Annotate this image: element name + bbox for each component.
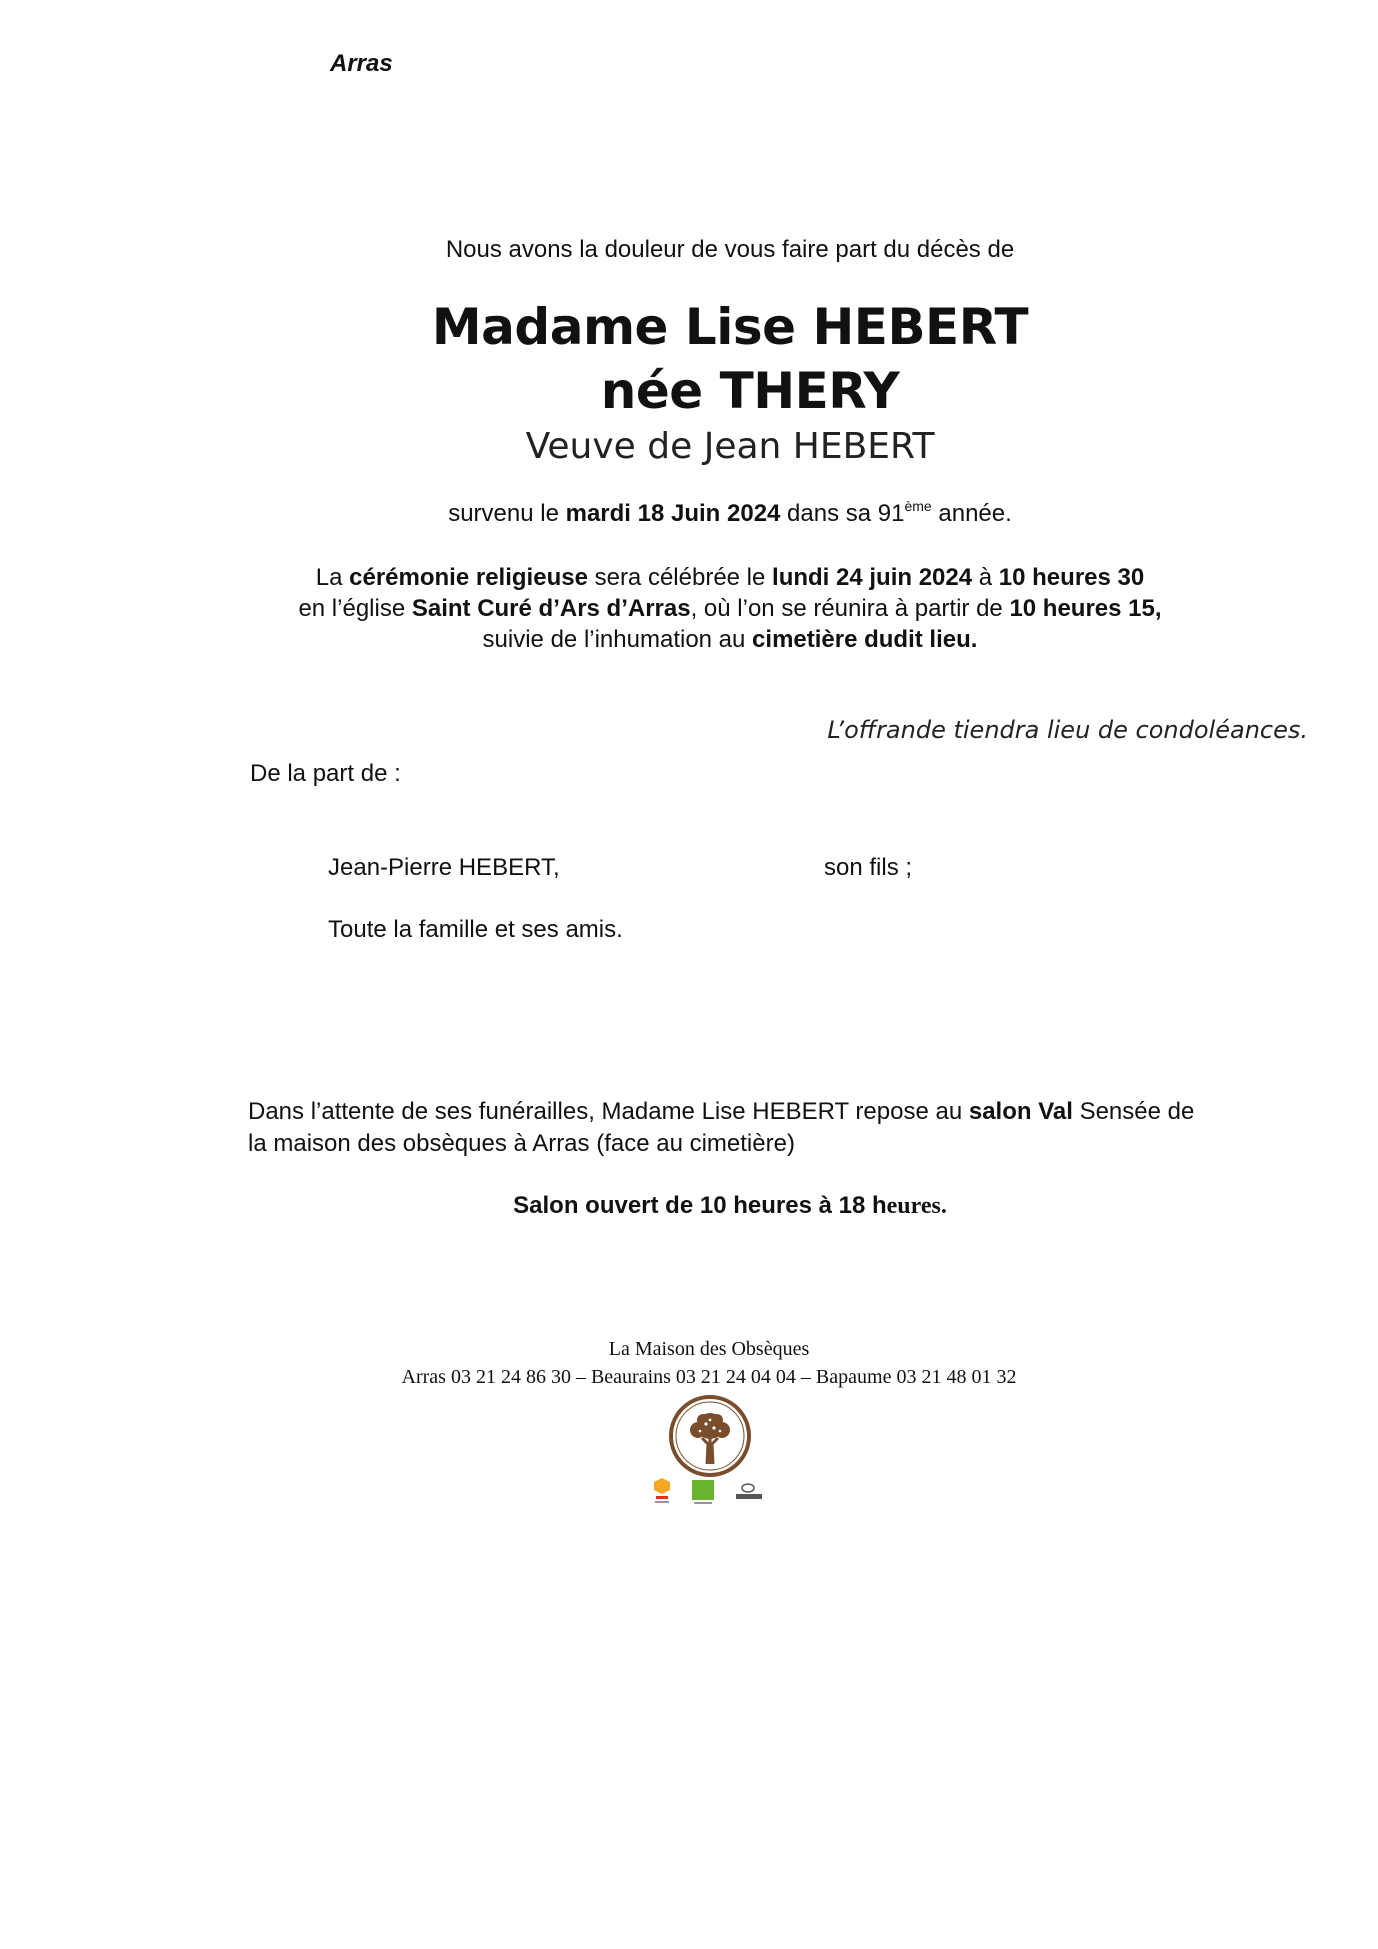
resting-line-1 (248, 1098, 1194, 1126)
family-member-name: Jean-Pierre HEBERT, (328, 854, 560, 881)
salon-name: salon Val (968, 1098, 1073, 1125)
text-fragment: suivie de l’inhumation au (482, 626, 753, 653)
date-suffix: année. (931, 500, 1012, 527)
date-of-death-line (0, 498, 1378, 528)
ceremony-line-2 (0, 593, 1378, 624)
gathering-time: 10 heures 15, (1009, 595, 1162, 622)
date-prefix: survenu le (448, 500, 566, 527)
ordinal-suffix: ème (904, 498, 932, 514)
from-label: De la part de : (250, 760, 401, 787)
green-partner-logo-icon (692, 1480, 714, 1504)
deceased-name: Madame Lise HEBERT (431, 298, 1029, 356)
ceremony-time: 10 heures 30 (998, 564, 1145, 591)
church-name: Saint Curé d’Ars d’Arras (411, 595, 691, 622)
date-of-death: mardi 18 Juin 2024 (565, 500, 781, 527)
resting-line-2: la maison des obsèques à Arras (face au cimetière) (248, 1130, 795, 1157)
orange-partner-logo-icon (654, 1478, 670, 1503)
text-fragment: Dans l’attente de ses funérailles, Madame Lise HEBERT repose au (248, 1098, 969, 1125)
text-fragment: Sensée de (1072, 1098, 1195, 1125)
partner-logos (648, 1474, 778, 1514)
maiden-name: née THERY (600, 362, 900, 420)
widow-of-line: Veuve de Jean HEBERT (525, 426, 935, 467)
text-fragment: , où l’on se réunira à partir de (690, 595, 1010, 622)
text-fragment: Salon ouvert de 10 heures à 18 h (513, 1192, 887, 1219)
ceremony-line-3 (0, 624, 1378, 655)
text-fragment: à (972, 564, 999, 591)
funeral-home-phones: Arras 03 21 24 86 30 – Beaurains 03 21 24 04 04 – Bapaume 03 21 48 01 32 (401, 1366, 1017, 1388)
text-fragment: eures. (886, 1193, 947, 1219)
ceremony-date: lundi 24 juin 2024 (772, 564, 973, 591)
tree-logo-icon (668, 1394, 752, 1478)
family-others: Toute la famille et ses amis. (328, 916, 623, 943)
age-text: dans sa 91 (780, 500, 905, 527)
family-member-relation: son fils ; (824, 854, 913, 881)
ceremony-line-1 (0, 562, 1378, 593)
ceremony-type: cérémonie religieuse (349, 564, 588, 591)
intro-text: Nous avons la douleur de vous faire part du décès de (445, 236, 1015, 263)
burial-place: cimetière dudit lieu. (752, 626, 978, 653)
salon-hours (0, 1192, 1378, 1220)
text-fragment: en l’église (298, 595, 412, 622)
offering-note: L’offrande tiendra lieu de condoléances. (827, 716, 1308, 744)
mutac-logo-icon (736, 1484, 762, 1499)
funeral-home-name: La Maison des Obsèques (608, 1338, 810, 1360)
text-fragment: La (315, 564, 350, 591)
text-fragment: sera célébrée le (587, 564, 773, 591)
town-label: Arras (330, 50, 393, 77)
